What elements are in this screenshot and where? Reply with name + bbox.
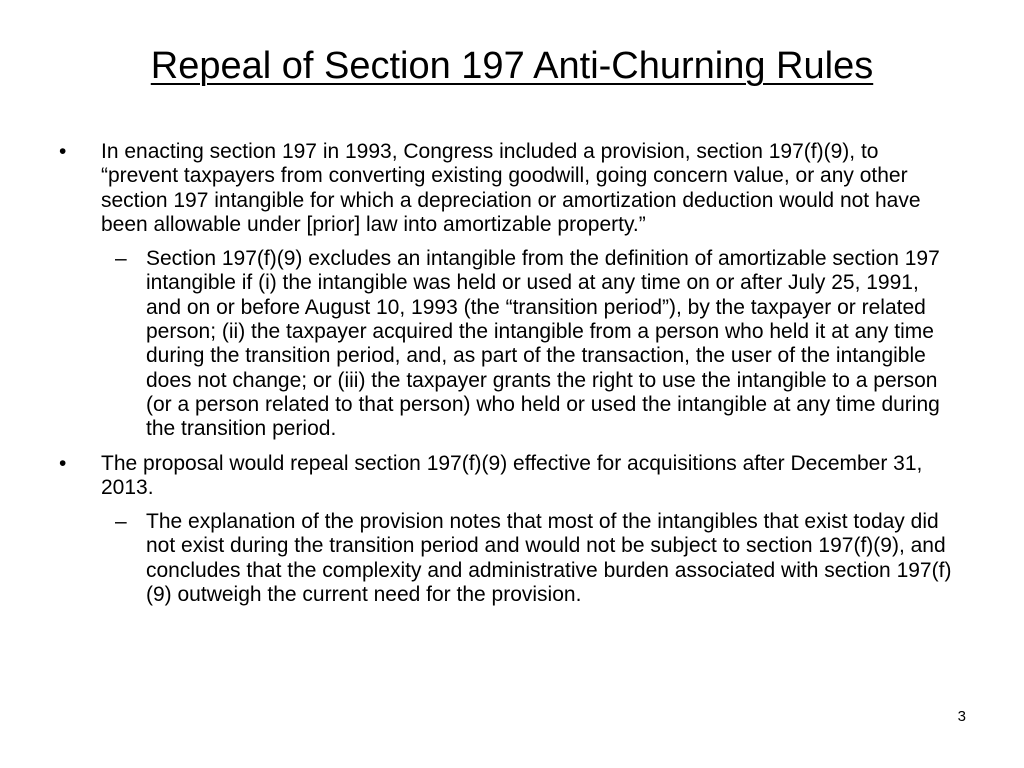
sub-bullet-text: Section 197(f)(9) excludes an intangible from the definition of amortizable section 197 intangible if (i) the intangible was held or used at any time on or after July 25, 1991, and on or before August 10, 1993 (the “transition period”), by the taxpayer or related person; (ii) the taxpayer acquired the intangible from a person who held it at any time during the transition period, and, as part of the transaction, the user of the intangible does not change; or (iii) the taxpayer grants the right to use the intangible to a person (or a person related to that person) who held or used the intangible at any time during the transition period. — [146, 247, 940, 441]
sub-bullet-marker: – — [115, 510, 127, 534]
slide-title: Repeal of Section 197 Anti-Churning Rules — [150, 45, 874, 87]
bullet-item — [59, 140, 951, 237]
bullet-item — [59, 451, 951, 501]
sub-bullet-marker: – — [115, 247, 127, 271]
slide-body — [0, 140, 1024, 617]
bullet-text: The proposal would repeal section 197(f)(9) effective for acquisitions after December 31, 2013. — [101, 451, 923, 499]
bullet-marker: • — [59, 451, 67, 475]
sub-bullet-text: The explanation of the provision notes that most of the intangibles that exist today did not exist during the transition period and would not be subject to section 197(f)(9), and concludes that the complexity and administrative burden associated with section 197(f)(9) outweigh the current need for the provision. — [146, 510, 952, 607]
sub-bullet-item — [115, 247, 954, 441]
sub-bullet-item — [115, 510, 954, 607]
bullet-marker: • — [59, 140, 67, 163]
bullet-text: In enacting section 197 in 1993, Congress included a provision, section 197(f)(9), to “prevent taxpayers from converting existing goodwill, going concern value, or any other section 197 intangible for which a depreciation or amortization deduction would not have been allowable under [prior] law into amortizable property.” — [101, 140, 921, 236]
slide-number: 3 — [957, 708, 966, 725]
